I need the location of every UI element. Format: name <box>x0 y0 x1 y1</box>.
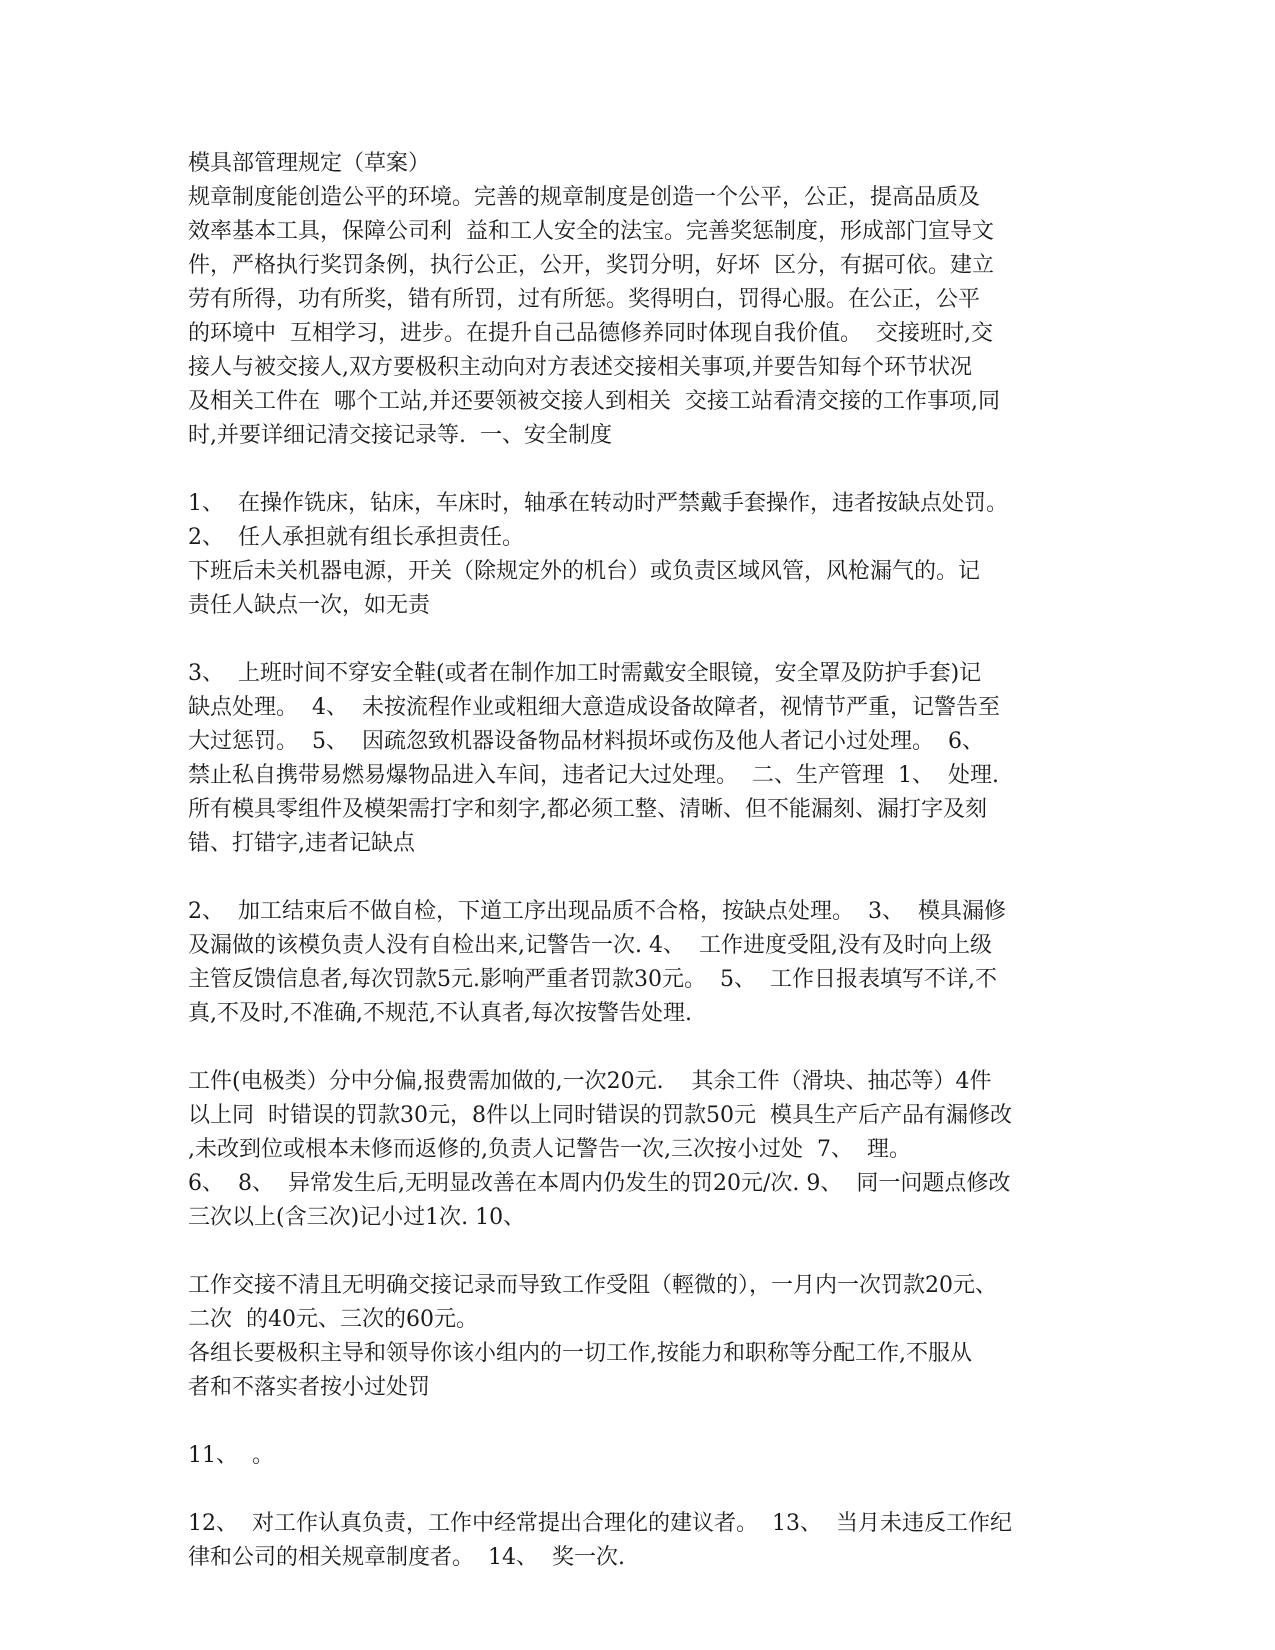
text-line: 时,并要详细记清交接记录等. 一、安全制度 <box>188 423 612 448</box>
text-line: 12、 对工作认真负责，工作中经常提出合理化的建议者。 13、 当月未违反工作纪 <box>188 1511 1012 1536</box>
text-line: 2、 加工结束后不做自检，下道工序出现品质不合格，按缺点处理。 3、 模具漏修 <box>188 899 1006 924</box>
text-line: 律和公司的相关规章制度者。 14、 奖一次. <box>188 1545 625 1570</box>
safety-rules-paragraph <box>188 487 1093 623</box>
paragraph-gap <box>188 861 1093 895</box>
paragraph-gap <box>188 1473 1093 1507</box>
text-line: 主管反馈信息者,每次罚款5元.影响严重者罚款30元。 5、 工作日报表填写不详,不 <box>188 967 997 992</box>
reward-rules-paragraph <box>188 1507 1093 1575</box>
text-line: 各组长要极积主导和领导你该小组内的一切工作,按能力和职称等分配工作,不服从 <box>188 1341 972 1366</box>
document-body <box>188 147 1093 1575</box>
text-line: 效率基本工具，保障公司利 益和工人安全的法宝。完善奖惩制度，形成部门宣导文 <box>188 219 994 244</box>
item-11-paragraph <box>188 1439 1093 1473</box>
text-line: 11、 。 <box>188 1443 274 1468</box>
text-line: 的环境中 互相学习，进步。在提升自己品德修养同时体现自我价值。 交接班时,交 <box>188 321 993 346</box>
text-line: 规章制度能创造公平的环境。完善的规章制度是创造一个公平，公正，提高品质及 <box>188 185 981 210</box>
text-line: 禁止私自携带易燃易爆物品进入车间，违者记大过处理。 二、生产管理 1、 处理. <box>188 763 999 788</box>
text-line: 二次 的40元、三次的60元。 <box>188 1307 478 1332</box>
handover-rules-paragraph <box>188 1269 1093 1405</box>
text-line: 劳有所得，功有所奖，错有所罚，过有所惩。奖得明白，罚得心服。在公正，公平 <box>188 287 981 312</box>
penalty-rules-paragraph <box>188 1065 1093 1235</box>
text-line: 缺点处理。 4、 未按流程作业或粗细大意造成设备故障者，视情节严重，记警告至 <box>188 695 1000 720</box>
text-line: 以上同 时错误的罚款30元，8件以上同时错误的罚款50元 模具生产后产品有漏修改 <box>188 1103 1012 1128</box>
text-line: 所有模具零组件及模架需打字和刻字,都必须工整、清晰、但不能漏刻、漏打字及刻 <box>188 797 987 822</box>
text-line: 错、打错字,违者记缺点 <box>188 831 415 856</box>
text-line: 2、 任人承担就有组长承担责任。 <box>188 525 524 550</box>
text-line: 及漏做的该模负责人没有自检出来,记警告一次. 4、 工作进度受阻,没有及时向上级 <box>188 933 992 958</box>
paragraph-gap <box>188 1031 1093 1065</box>
text-line: 者和不落实者按小过处罚 <box>188 1375 431 1400</box>
text-line: 及相关工件在 哪个工站,并还要领被交接人到相关 交接工站看清交接的工作事项,同 <box>188 389 1000 414</box>
text-line: 下班后未关机器电源，开关（除规定外的机台）或负责区域风管，风枪漏气的。记 <box>188 559 981 584</box>
text-line: 大过惩罚。 5、 因疏忽致机器设备物品材料损坏或伤及他人者记小过处理。 6、 <box>188 729 984 754</box>
intro-paragraph <box>188 181 1093 453</box>
text-line: 工件(电极类）分中分偏,报费需加做的,一次20元. 其余工件（滑块、抽芯等）4件 <box>188 1069 992 1094</box>
text-line: 1、 在操作铣床，钻床，车床时，轴承在转动时严禁戴手套操作，违者按缺点处罚。 <box>188 491 1008 516</box>
text-line: 3、 上班时间不穿安全鞋(或者在制作加工时需戴安全眼镜，安全罩及防护手套)记 <box>188 661 982 686</box>
text-line: 6、 8、 异常发生后,无明显改善在本周内仍发生的罚20元/次. 9、 同一问题点修改 <box>188 1171 1011 1196</box>
paragraph-gap <box>188 1405 1093 1439</box>
text-line: 接人与被交接人,双方要极积主动向对方表述交接相关事项,并要告知每个环节状况 <box>188 355 972 380</box>
text-line: 工作交接不清且无明确交接记录而导致工作受阻（輕微的），一月内一次罚款20元、 <box>188 1273 997 1298</box>
text-line: 三次以上(含三次)记小过1次. 10、 <box>188 1205 526 1230</box>
safety-rules-continued-paragraph <box>188 657 1093 861</box>
paragraph-gap <box>188 1235 1093 1269</box>
document-title: 模具部管理规定（草案） <box>188 151 431 176</box>
production-rules-paragraph <box>188 895 1093 1031</box>
text-line: 真,不及时,不准确,不规范,不认真者,每次按警告处理. <box>188 1001 692 1026</box>
text-line: 件，严格执行奖罚条例，执行公正，公开，奖罚分明，好坏 区分，有据可依。建立 <box>188 253 994 278</box>
paragraph-gap <box>188 453 1093 487</box>
text-line: ,未改到位或根本未修而返修的,负责人记警告一次,三次按小过处 7、 理。 <box>188 1137 911 1162</box>
text-line: 责任人缺点一次，如无责 <box>188 593 431 618</box>
paragraph-gap <box>188 623 1093 657</box>
